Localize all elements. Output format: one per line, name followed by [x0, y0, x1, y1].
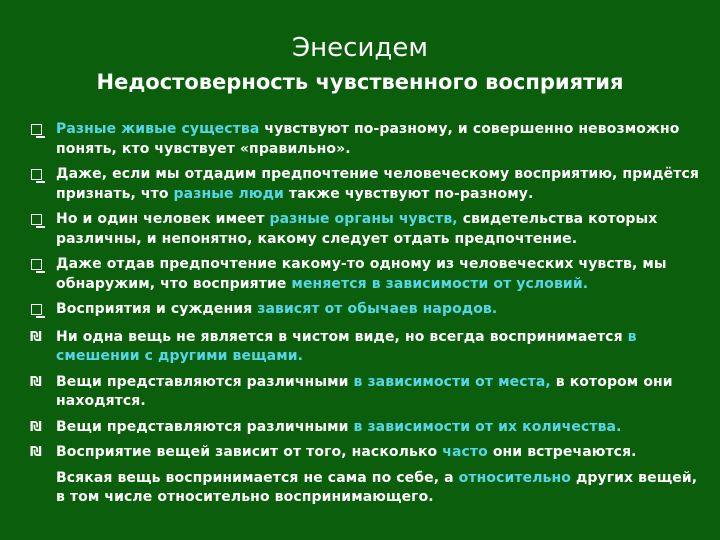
text-run: Даже отдав предпочтение какому-то одному из человеческих чувств, мы обнаружим, что восприятие [56, 256, 667, 292]
checkbox-bullet-icon [30, 120, 56, 159]
text-run: также чувствуют по-разному. [283, 185, 534, 202]
highlighted-phrase: зависят от обычаев народов. [257, 301, 498, 317]
symbol-bullet-icon: ₪ [30, 445, 42, 460]
square-bullet-icon [31, 124, 42, 135]
text-run: они встречаются. [487, 444, 637, 460]
list-item-text [56, 120, 702, 159]
bullet-list [30, 120, 702, 514]
list-item-text [56, 418, 622, 438]
list-item-text [56, 443, 637, 463]
text-run: Вещи представляются различными [56, 373, 354, 390]
list-item-text [56, 328, 702, 367]
list-item-text [56, 255, 702, 294]
square-bullet-icon [31, 259, 42, 270]
checkbox-bullet-icon [30, 255, 56, 294]
highlighted-phrase: меняется в зависимости от условий. [291, 275, 589, 292]
square-bullet-icon [31, 304, 42, 315]
highlighted-phrase: в зависимости от места, [353, 373, 551, 390]
symbol-bullet-icon: ₪ [30, 374, 42, 390]
highlighted-phrase: разные органы чувств, [269, 211, 458, 227]
list-item [30, 373, 702, 412]
text-run: других вещей, в том числе относительно воспринимающего. [56, 469, 698, 505]
list-item [30, 120, 702, 159]
list-item [30, 165, 702, 204]
list-item-text [56, 300, 497, 322]
highlighted-phrase: относительно [458, 469, 571, 486]
square-bullet-icon [31, 169, 42, 180]
checkbox-bullet-icon [30, 210, 56, 249]
text-run: чувствуют по-разному, и совершенно невозможно понять, кто чувствует «правильно». [56, 121, 680, 157]
text-run: в котором они находятся. [56, 373, 673, 409]
text-run: Ни одна вещь не является в чистом виде, но всегда воспринимается [56, 328, 628, 345]
checkbox-bullet-icon [30, 165, 56, 204]
slide-title: Энесидем [292, 33, 428, 63]
list-item-text [56, 165, 702, 204]
highlighted-phrase: в зависимости от их количества. [353, 418, 622, 435]
text-run: Вещи представляются различными [56, 418, 354, 435]
symbol-bullet-icon [30, 469, 56, 508]
list-item [30, 300, 702, 322]
square-bullet-icon [31, 214, 42, 225]
list-item [30, 469, 702, 508]
list-item [30, 418, 702, 438]
highlighted-phrase: Разные живые существа [56, 121, 260, 137]
list-item-text [56, 210, 702, 249]
text-run: Восприятие вещей зависит от того, насколько [56, 444, 443, 460]
highlighted-phrase: разные люди [173, 185, 284, 202]
text-run: Но и один человек имеет [56, 211, 270, 227]
highlighted-phrase: в смешении с другими вещами. [56, 328, 637, 364]
symbol-bullet-icon: ₪ [30, 329, 42, 345]
text-run: Даже, если мы отдадим предпочтение человеческому восприятию, придётся признать, что [56, 166, 699, 202]
checkbox-bullet-icon [30, 300, 56, 322]
text-run: свидетельства которых различны, и непонятно, какому следует отдать предпочтение. [56, 211, 658, 247]
text-run: Восприятия и суждения [56, 301, 258, 317]
slide-subtitle: Недостоверность чувственного восприятия [96, 70, 624, 94]
list-item [30, 443, 702, 463]
list-item [30, 210, 702, 249]
list-item-text [56, 469, 702, 508]
text-run: Всякая вещь воспринимается не сама по себе, а [56, 469, 459, 486]
list-item [30, 328, 702, 367]
highlighted-phrase: часто [442, 444, 488, 460]
list-item-text [56, 373, 702, 412]
symbol-bullet-icon: ₪ [30, 419, 42, 435]
list-item [30, 255, 702, 294]
